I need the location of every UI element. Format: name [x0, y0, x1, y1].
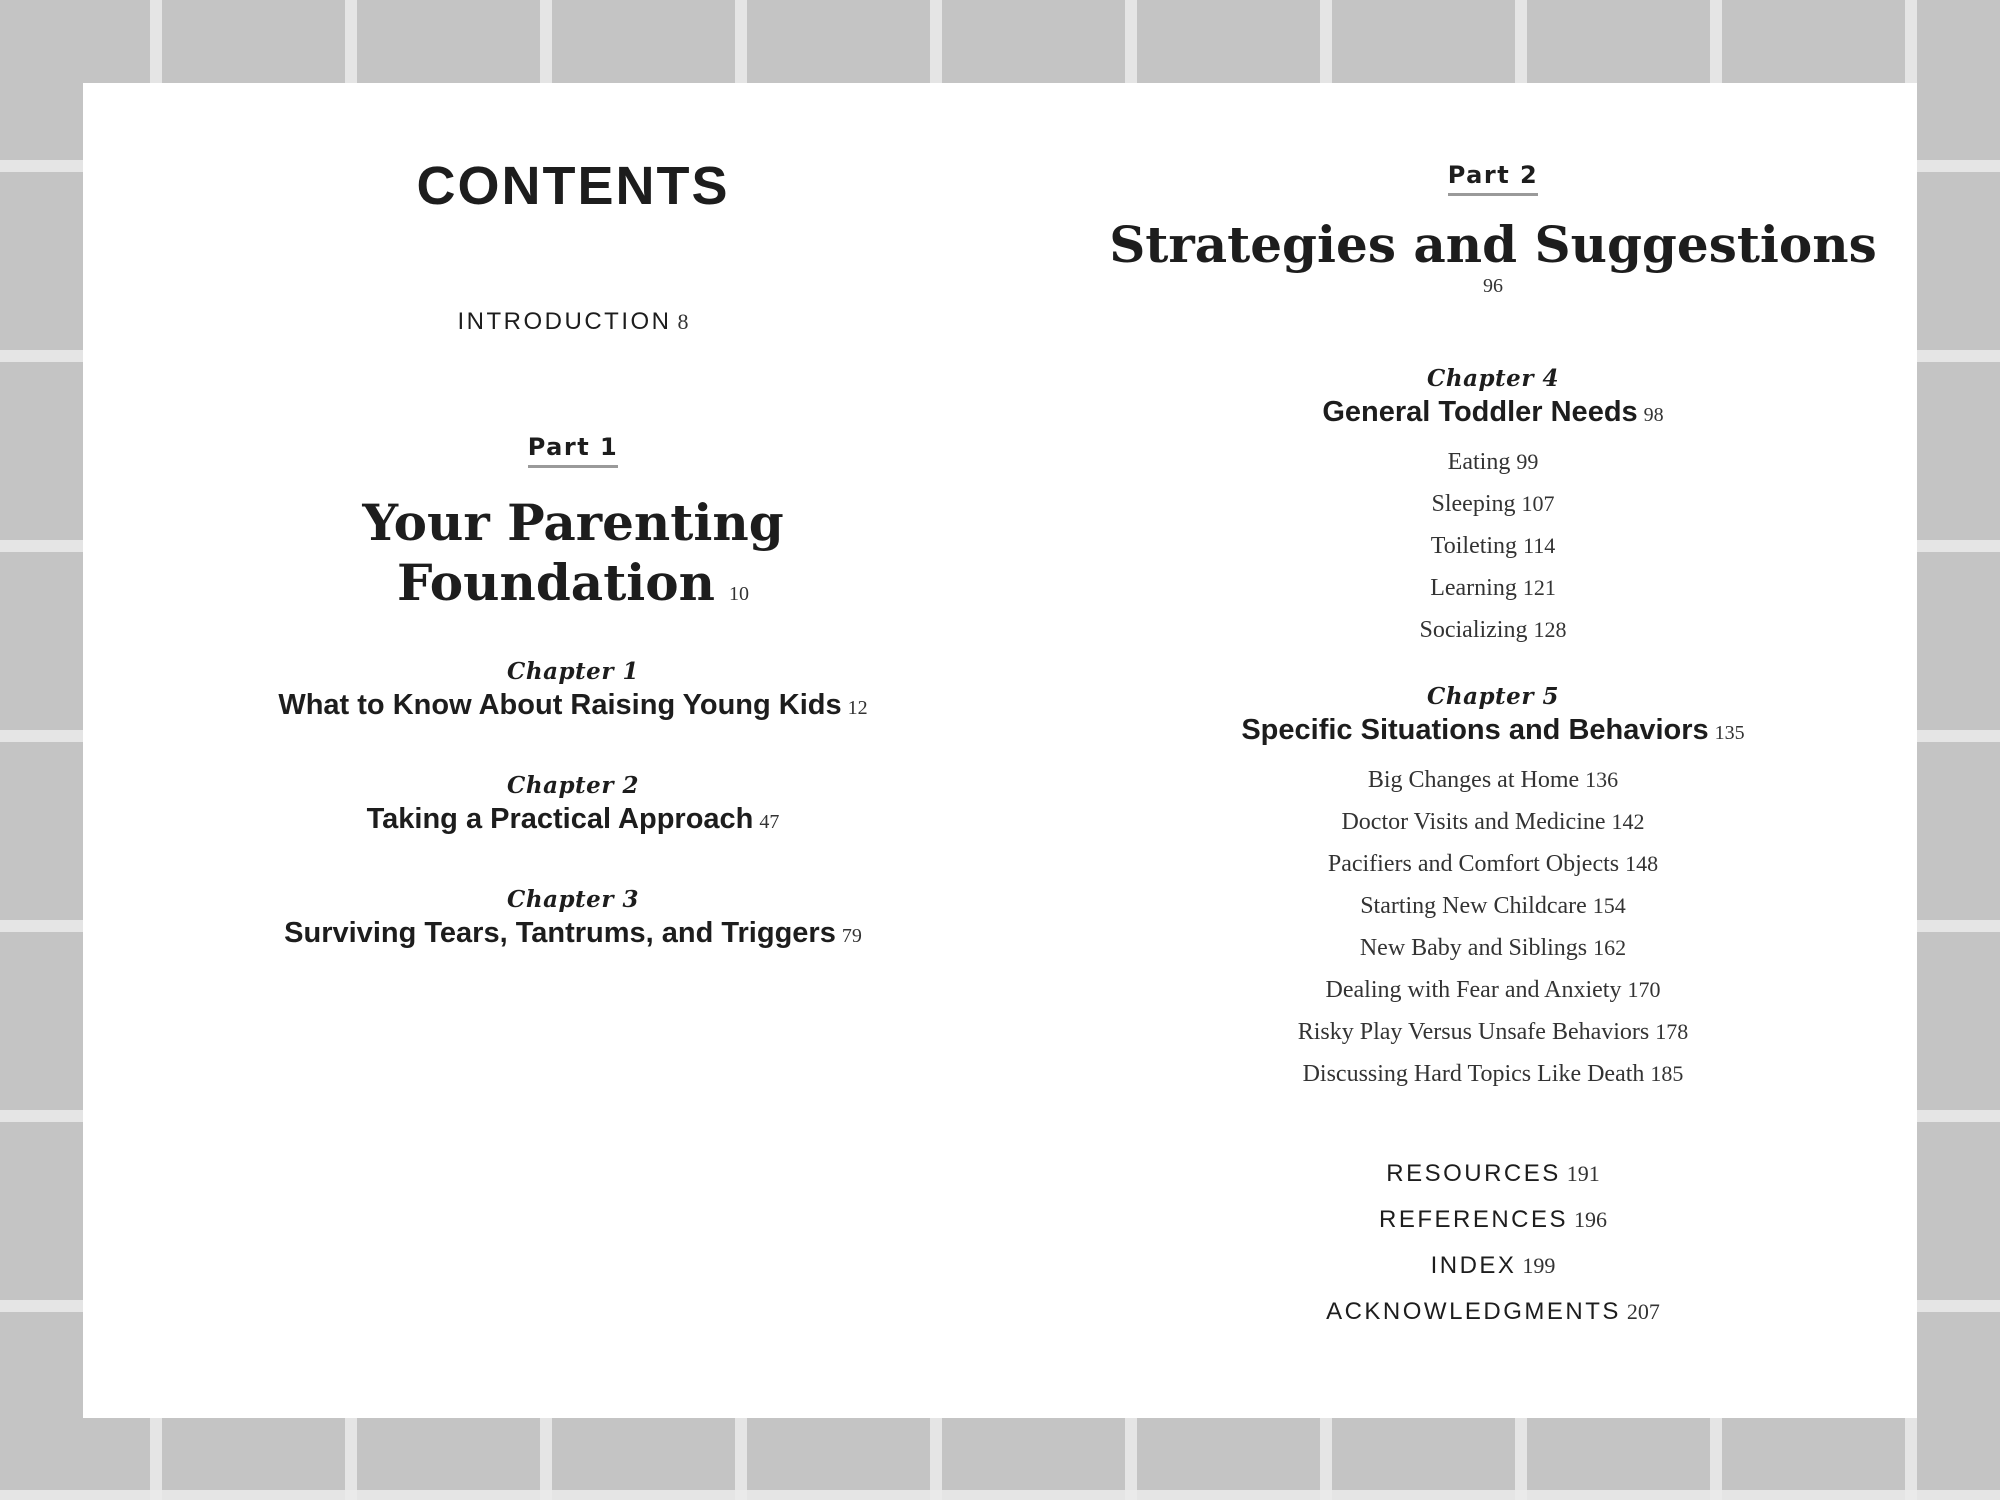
section-page: 178 [1655, 1019, 1689, 1044]
section-title: Toileting [1430, 533, 1518, 559]
section-title: Socializing [1419, 617, 1528, 643]
toc-section[interactable] [1063, 885, 1923, 927]
section-title: Learning [1430, 575, 1517, 601]
toc-chapter-5[interactable] [1063, 683, 1923, 747]
section-title: Starting New Childcare [1360, 893, 1587, 919]
section-title: Discussing Hard Topics Like Death [1302, 1061, 1645, 1087]
toc-section[interactable] [1063, 969, 1923, 1011]
toc-section[interactable] [1063, 759, 1923, 801]
entry-label: RESOURCES [1386, 1160, 1561, 1187]
chapter-4-sections [1063, 441, 1923, 651]
chapter-5-label: Chapter 5 [1427, 683, 1559, 710]
toc-section[interactable] [1063, 843, 1923, 885]
section-title: Doctor Visits and Medicine [1341, 809, 1606, 835]
part-2-heading[interactable] [1063, 215, 1923, 298]
entry-label: INDEX [1430, 1252, 1517, 1279]
chapter-1-label: Chapter 1 [507, 658, 639, 685]
chapter-2-title: Taking a Practical Approach [366, 803, 754, 835]
chapter-5-title: Specific Situations and Behaviors [1241, 714, 1709, 746]
entry-label: INTRODUCTION [457, 308, 672, 335]
section-page: 142 [1611, 809, 1645, 834]
chapter-1-title: What to Know About Raising Young Kids [278, 689, 842, 721]
chapter-4-title: General Toddler Needs [1322, 396, 1638, 428]
part-1-title[interactable] [83, 493, 1063, 624]
contents-title: CONTENTS [416, 156, 730, 216]
chapter-5-sections [1063, 759, 1923, 1095]
section-title: Big Changes at Home [1367, 767, 1580, 793]
entry-label: ACKNOWLEDGMENTS [1326, 1298, 1621, 1325]
chapter-1-page: 12 [847, 697, 868, 719]
part-1-title-line1: Your Parenting [362, 493, 784, 552]
section-page: 121 [1522, 575, 1556, 600]
part-1-title-line2: Foundation [397, 553, 715, 612]
toc-entry-resources[interactable] [1063, 1151, 1923, 1197]
back-matter [1063, 1151, 1923, 1335]
chapter-3-page: 79 [841, 925, 862, 947]
section-page: 107 [1521, 491, 1555, 516]
section-page: 185 [1650, 1061, 1684, 1086]
section-page: 114 [1523, 533, 1556, 558]
toc-section[interactable] [1063, 567, 1923, 609]
part-2-title: Strategies and Suggestions [1109, 215, 1877, 274]
toc-chapter-2[interactable] [83, 772, 1063, 836]
part-1-label: Part 1 [528, 433, 619, 468]
entry-page: 196 [1574, 1207, 1608, 1232]
toc-chapter-1[interactable] [83, 658, 1063, 722]
part-2-label: Part 2 [1448, 161, 1539, 196]
section-page: 136 [1585, 767, 1619, 792]
chapter-2-label: Chapter 2 [507, 772, 639, 799]
entry-page: 207 [1626, 1299, 1660, 1324]
section-title: Risky Play Versus Unsafe Behaviors [1297, 1019, 1650, 1045]
section-page: 170 [1627, 977, 1661, 1002]
chapter-2-page: 47 [759, 811, 780, 833]
entry-page: 8 [677, 309, 689, 334]
part-2-label-wrap [1063, 161, 1923, 196]
section-page: 99 [1516, 449, 1539, 474]
toc-chapter-4[interactable] [1063, 365, 1923, 429]
toc-section[interactable] [1063, 927, 1923, 969]
book-spread [83, 83, 1917, 1418]
toc-section[interactable] [1063, 525, 1923, 567]
toc-section[interactable] [1063, 483, 1923, 525]
chapter-4-page: 98 [1643, 404, 1664, 426]
toc-section[interactable] [1063, 441, 1923, 483]
toc-chapter-3[interactable] [83, 886, 1063, 950]
section-page: 154 [1592, 893, 1626, 918]
part-1-label-wrap [83, 433, 1063, 468]
chapter-3-label: Chapter 3 [507, 886, 639, 913]
section-title: Pacifiers and Comfort Objects [1327, 851, 1620, 877]
section-page: 148 [1625, 851, 1659, 876]
toc-section[interactable] [1063, 1011, 1923, 1053]
section-title: Eating [1447, 449, 1511, 475]
entry-label: REFERENCES [1378, 1206, 1569, 1233]
section-title: Sleeping [1431, 491, 1516, 517]
toc-entry-acknowledgments[interactable] [1063, 1289, 1923, 1335]
section-page: 162 [1593, 935, 1627, 960]
chapter-3-title: Surviving Tears, Tantrums, and Triggers [284, 917, 836, 949]
part-1-page: 10 [728, 583, 749, 605]
toc-entry-introduction[interactable] [83, 308, 1063, 336]
toc-section[interactable] [1063, 801, 1923, 843]
entry-page: 199 [1522, 1253, 1556, 1278]
section-title: New Baby and Siblings [1359, 935, 1588, 961]
entry-page: 191 [1566, 1161, 1600, 1186]
toc-entry-index[interactable] [1063, 1243, 1923, 1289]
toc-section[interactable] [1063, 609, 1923, 651]
part-2-page: 96 [1483, 275, 1503, 297]
toc-section[interactable] [1063, 1053, 1923, 1095]
toc-entry-references[interactable] [1063, 1197, 1923, 1243]
section-title: Dealing with Fear and Anxiety [1325, 977, 1622, 1003]
chapter-4-label: Chapter 4 [1427, 365, 1559, 392]
section-page: 128 [1533, 617, 1567, 642]
chapter-5-page: 135 [1714, 722, 1745, 744]
